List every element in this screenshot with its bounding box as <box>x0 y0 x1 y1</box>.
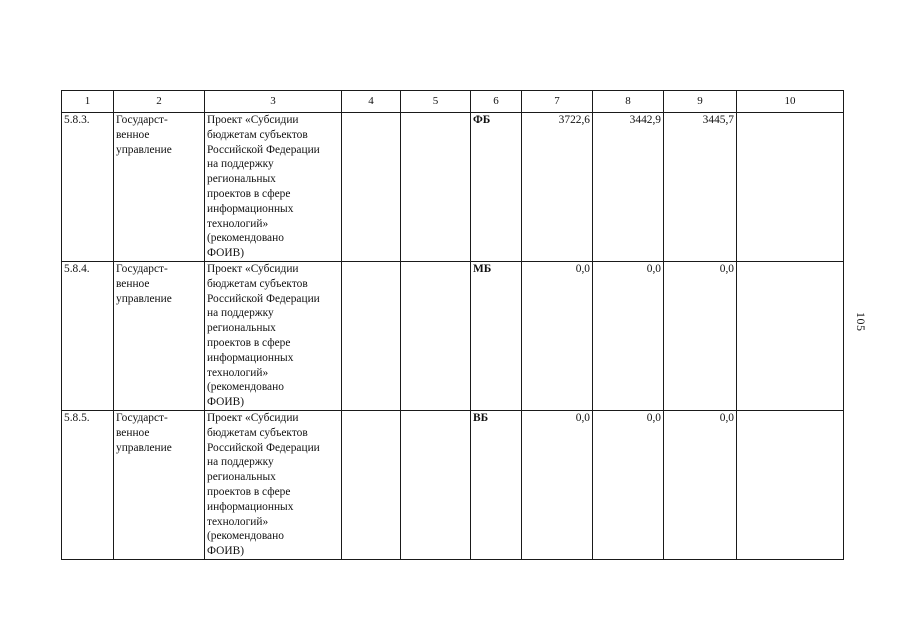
header-cell-1: 1 <box>62 91 114 113</box>
page-number: 105 <box>854 312 868 332</box>
row-value-7: 0,0 <box>522 411 593 560</box>
row-project: Проект «Субсидии бюджетам субъектов Российской Федерации на поддержку региональных проектов в сфере информационных технологий» (рекомендовано ФОИВ) <box>205 411 342 560</box>
table-row <box>62 262 844 411</box>
row-project: Проект «Субсидии бюджетам субъектов Российской Федерации на поддержку региональных проектов в сфере информационных технологий» (рекомендовано ФОИВ) <box>205 113 342 262</box>
row-value-8: 3442,9 <box>593 113 664 262</box>
budget-table <box>61 90 844 560</box>
row-value-7: 3722,6 <box>522 113 593 262</box>
row-col5 <box>401 411 471 560</box>
row-value-8: 0,0 <box>593 411 664 560</box>
row-col10 <box>737 411 844 560</box>
row-funding-source: ФБ <box>471 113 522 262</box>
row-sector: Государст- венное управление <box>114 262 205 411</box>
row-sector: Государст- венное управление <box>114 411 205 560</box>
header-cell-4: 4 <box>342 91 401 113</box>
row-code: 5.8.4. <box>62 262 114 411</box>
row-value-9: 3445,7 <box>664 113 737 262</box>
row-col5 <box>401 262 471 411</box>
row-col4 <box>342 411 401 560</box>
row-value-7: 0,0 <box>522 262 593 411</box>
row-col4 <box>342 262 401 411</box>
header-cell-2: 2 <box>114 91 205 113</box>
table-row <box>62 411 844 560</box>
row-sector: Государст- венное управление <box>114 113 205 262</box>
header-row <box>62 91 844 113</box>
header-cell-9: 9 <box>664 91 737 113</box>
header-cell-3: 3 <box>205 91 342 113</box>
header-cell-8: 8 <box>593 91 664 113</box>
row-col10 <box>737 262 844 411</box>
row-value-9: 0,0 <box>664 262 737 411</box>
row-value-9: 0,0 <box>664 411 737 560</box>
header-cell-7: 7 <box>522 91 593 113</box>
row-funding-source: МБ <box>471 262 522 411</box>
row-value-8: 0,0 <box>593 262 664 411</box>
header-cell-6: 6 <box>471 91 522 113</box>
row-col10 <box>737 113 844 262</box>
header-cell-10: 10 <box>737 91 844 113</box>
row-code: 5.8.3. <box>62 113 114 262</box>
row-project: Проект «Субсидии бюджетам субъектов Российской Федерации на поддержку региональных проектов в сфере информационных технологий» (рекомендовано ФОИВ) <box>205 262 342 411</box>
table-row <box>62 113 844 262</box>
row-col5 <box>401 113 471 262</box>
row-col4 <box>342 113 401 262</box>
row-code: 5.8.5. <box>62 411 114 560</box>
header-cell-5: 5 <box>401 91 471 113</box>
row-funding-source: ВБ <box>471 411 522 560</box>
